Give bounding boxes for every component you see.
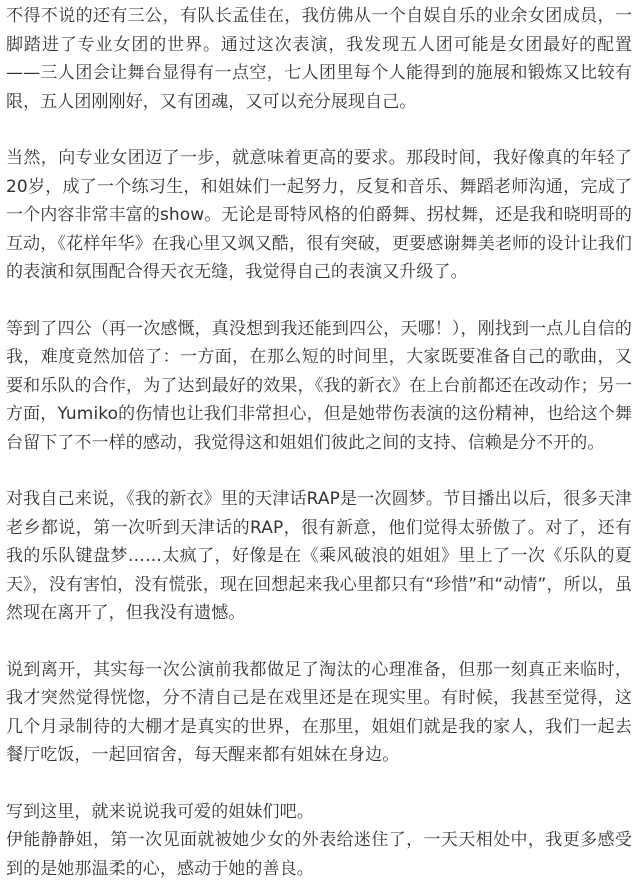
paragraph-leaving: 说到离开，其实每一次公演前我都做足了淘汰的心理准备，但那一刻真正来临时，我才突然觉得恍惚，分不清自己是在戏里还是在现实里。有时候，我甚至觉得，这几个月录制待的大棚才是真实的世界，在那里，姐姐们就是我的家人，我们一起去餐厅吃饭，一起回宿舍，每天醒来都有姐妹在身边。 [6,659,632,765]
paragraph-professional-group: 当然，向专业女团迈了一步，就意味着更高的要求。那段时间，我好像真的年轻了20岁，成了一个练习生，和姐妹们一起努力，反复和音乐、舞蹈老师沟通，完成了一个内容非常丰富的show。无论是哥特风格的伯爵舞、拐杖舞，还是我和晓明哥的互动，《花样年华》在我心里又飒又酷，很有突破，更要感谢舞美老师的设计让我们的表演和氛围配合得天衣无缝，我觉得自己的表演又升级了。 [6,148,632,282]
paragraph-yi-neng-jing: 伊能静静姐，第一次见面就被她少女的外表给迷住了，一天天相处中，我更多感受到的是她那温柔的心，感动于她的善良。 [6,830,632,879]
paragraph-tianjin-rap: 对我自己来说，《我的新衣》里的天津话RAP是一次圆梦。节目播出以后，很多天津老乡都说，第一次听到天津话的RAP，很有新意，他们觉得太骄傲了。对了，还有我的乐队键盘梦……太疯了，好像是在《乘风破浪的姐姐》里上了一次《乐队的夏天》，没有害怕，没有慌张，现在回想起来我心里都只有“珍惜”和“动情”，所以，虽然现在离开了，但我没有遗憾。 [6,489,632,623]
paragraph-sisters-intro: 写到这里，就来说说我可爱的姐妹们吧。 [6,801,314,822]
paragraph-fourth-performance: 等到了四公（再一次感慨，真没想到我还能到四公，天哪！），刚找到一点儿自信的我，难度竟然加倍了：一方面，在那么短的时间里，大家既要准备自己的歌曲，又要和乐队的合作，为了达到最好的效果，《我的新衣》在上台前都还在改动作；另一方面，Yumiko的伤情也让我们非常担心，但是她带伤表演的这份精神，也给这个舞台留下了不一样的感动，我觉得这和姐姐们彼此之间的支持、信赖是分不开的。 [6,318,632,453]
paragraph-third-performance: 不得不说的还有三公，有队长孟佳在，我仿佛从一个自娱自乐的业余女团成员，一脚踏进了专业女团的世界。通过这次表演，我发现五人团可能是女团最好的配置——三人团会让舞台显得有一点空，七人团里每个人能得到的施展和锻炼又比较有限，五人团刚刚好，又有团魂，又可以充分展现自己。 [6,6,632,112]
